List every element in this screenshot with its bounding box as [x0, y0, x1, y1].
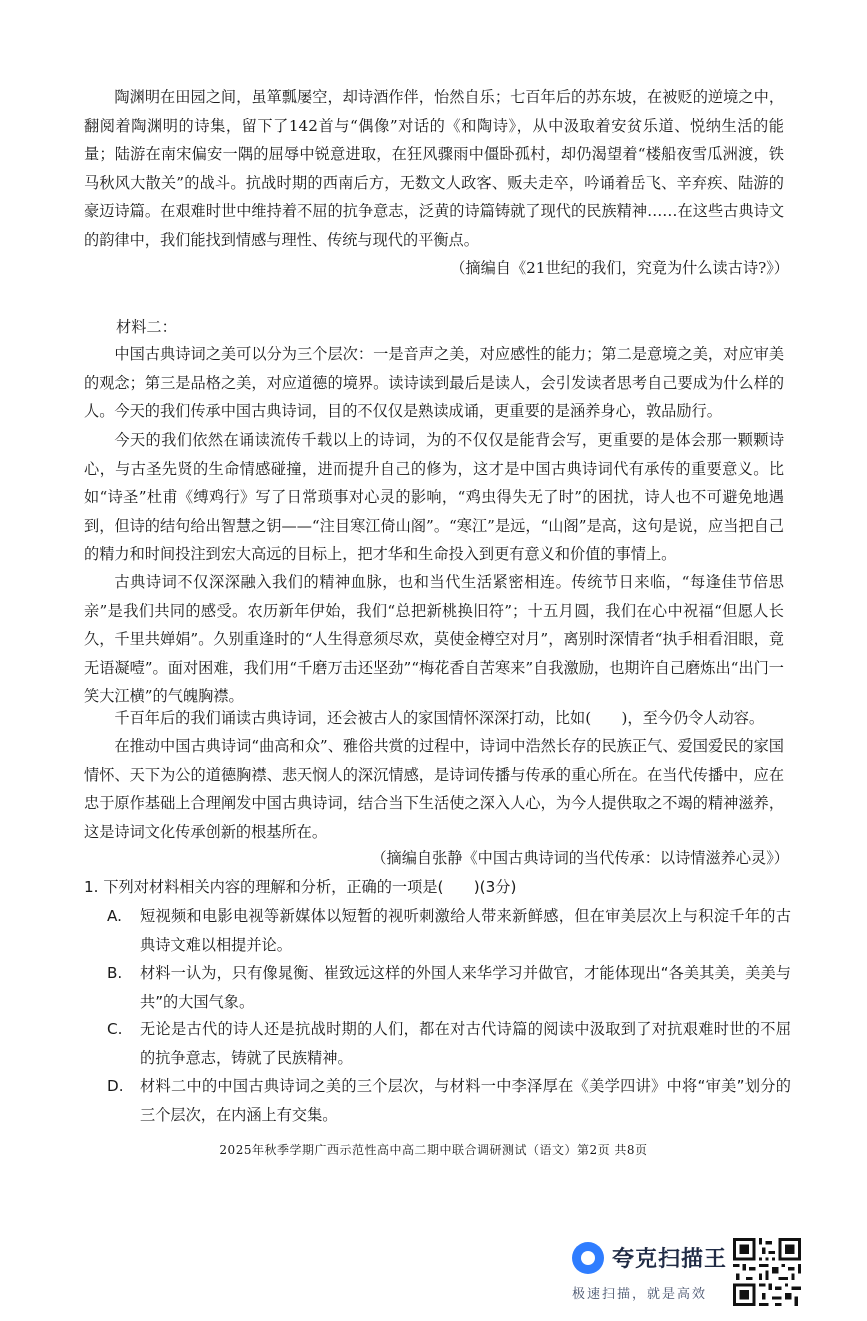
question-1-stem: 1. 下列对材料相关内容的理解和分析，正确的一项是( )(3分): [84, 878, 517, 896]
option-letter: B.: [107, 964, 123, 982]
qr-code-icon: [733, 1238, 801, 1306]
material2-paragraph-1: 中国古典诗词之美可以分为三个层次：一是音声之美，对应感性的能力；第二是意境之美，对应审美的观念；第三是品格之美，对应道德的境界。读诗读到最后是读人，会引发读者思考自己要成为什么样的人。今天的我们传承中国古典诗词，目的不仅仅是熟读成诵，更重要的是涵养身心，敦品励行。: [84, 345, 784, 421]
material1-source: （摘编自《21世纪的我们，究竟为什么读古诗?》）: [450, 259, 789, 277]
option-text: 短视频和电影电视等新媒体以短暂的视听刺激给人带来新鲜感，但在审美层次上与积淀千年的古典诗文难以相提并论。: [140, 907, 791, 954]
option-text: 材料二中的中国古典诗词之美的三个层次，与材料一中李泽厚在《美学四讲》中将“审美”划分的三个层次，在内涵上有交集。: [140, 1077, 791, 1124]
watermark-title: 夸克扫描王: [612, 1247, 728, 1272]
material2-paragraph-2: 今天的我们依然在诵读流传千载以上的诗词，为的不仅仅是能背会写，更重要的是体会那一颗颗诗心，与古圣先贤的生命情感碰撞，进而提升自己的修为，这才是中国古典诗词代有承传的重要意义。比如“诗圣”杜甫《缚鸡行》写了日常琐事对心灵的影响，“鸡虫得失无了时”的困扰，诗人也不可避免地遇到，但诗的结句给出智慧之钥——“注目寒江倚山阁”。“寒江”是远，“山阁”是高，这句是说，应当把自己的精力和时间投注到宏大高远的目标上，把才华和生命投入到更有意义和价值的事情上。: [84, 431, 784, 564]
option-letter: C.: [107, 1020, 123, 1038]
watermark-slogan: 极速扫描，就是高效: [572, 1287, 708, 1302]
option-text: 无论是古代的诗人还是抗战时期的人们，都在对古代诗篇的阅读中汲取到了对抗艰难时世的不屈的抗争意志，铸就了民族精神。: [140, 1020, 791, 1067]
quark-logo-icon: [572, 1242, 604, 1274]
material2-paragraph-5: 在推动中国古典诗词“曲高和众”、雅俗共赏的过程中，诗词中浩然长存的民族正气、爱国爱民的家国情怀、天下为公的道德胸襟、悲天悯人的深沉情感，是诗词传播与传承的重心所在。在当代传播中，应在忠于原作基础上合理阐发中国古典诗词，结合当下生活使之深入人心，为今人提供取之不竭的精神滋养，这是诗词文化传承创新的根基所在。: [84, 737, 784, 841]
option-letter: A.: [107, 907, 122, 925]
material2-source: （摘编自张静《中国古典诗词的当代传承：以诗情滋养心灵》）: [371, 849, 789, 867]
option-letter: D.: [107, 1077, 124, 1095]
option-c: [107, 1015, 791, 1072]
option-d: [107, 1072, 791, 1129]
material2-heading: 材料二：: [116, 318, 177, 336]
material1-paragraph: 陶渊明在田园之间，虽箪瓢屡空，却诗酒作伴，怡然自乐；七百年后的苏东坡，在被贬的逆境之中，翻阅着陶渊明的诗集，留下了142首与“偶像”对话的《和陶诗》，从中汲取着安贫乐道、悦纳生活的能量；陆游在南宋偏安一隅的屈辱中锐意进取，在狂风骤雨中僵卧孤村，却仍渴望着“楼船夜雪瓜洲渡，铁马秋风大散关”的战斗。抗战时期的西南后方，无数文人政客、贩夫走卒，吟诵着岳飞、辛弃疾、陆游的豪迈诗篇。在艰难时世中维持着不屈的抗争意志，泛黄的诗篇铸就了现代的民族精神……在这些古典诗文的韵律中，我们能找到情感与理性、传统与现代的平衡点。: [84, 88, 784, 249]
page-footer: 2025年秋季学期广西示范性高中高二期中联合调研测试（语文）第2页 共8页: [219, 1143, 648, 1157]
option-text: 材料一认为，只有像晁衡、崔致远这样的外国人来华学习并做官，才能体现出“各美其美，美美与共”的大国气象。: [140, 964, 791, 1011]
material2-paragraph-3: 古典诗词不仅深深融入我们的精神血脉，也和当代生活紧密相连。传统节日来临，“每逢佳节倍思亲”是我们共同的感受。农历新年伊始，我们“总把新桃换旧符”；十五月圆，我们在心中祝福“但愿人长久，千里共婵娟”。久别重逢时的“人生得意须尽欢，莫使金樽空对月”，离别时深情者“执手相看泪眼，竟无语凝噎”。面对困难，我们用“千磨万击还坚劲”“梅花香自苦寒来”自我激励，也期许自己磨炼出“出门一笑大江横”的气魄胸襟。: [84, 573, 784, 706]
material2-paragraph-4: 千百年后的我们诵读古典诗词，还会被古人的家国情怀深深打动，比如( )，至今仍令人动容。: [114, 709, 765, 727]
option-a: [107, 902, 791, 959]
option-b: [107, 959, 791, 1016]
